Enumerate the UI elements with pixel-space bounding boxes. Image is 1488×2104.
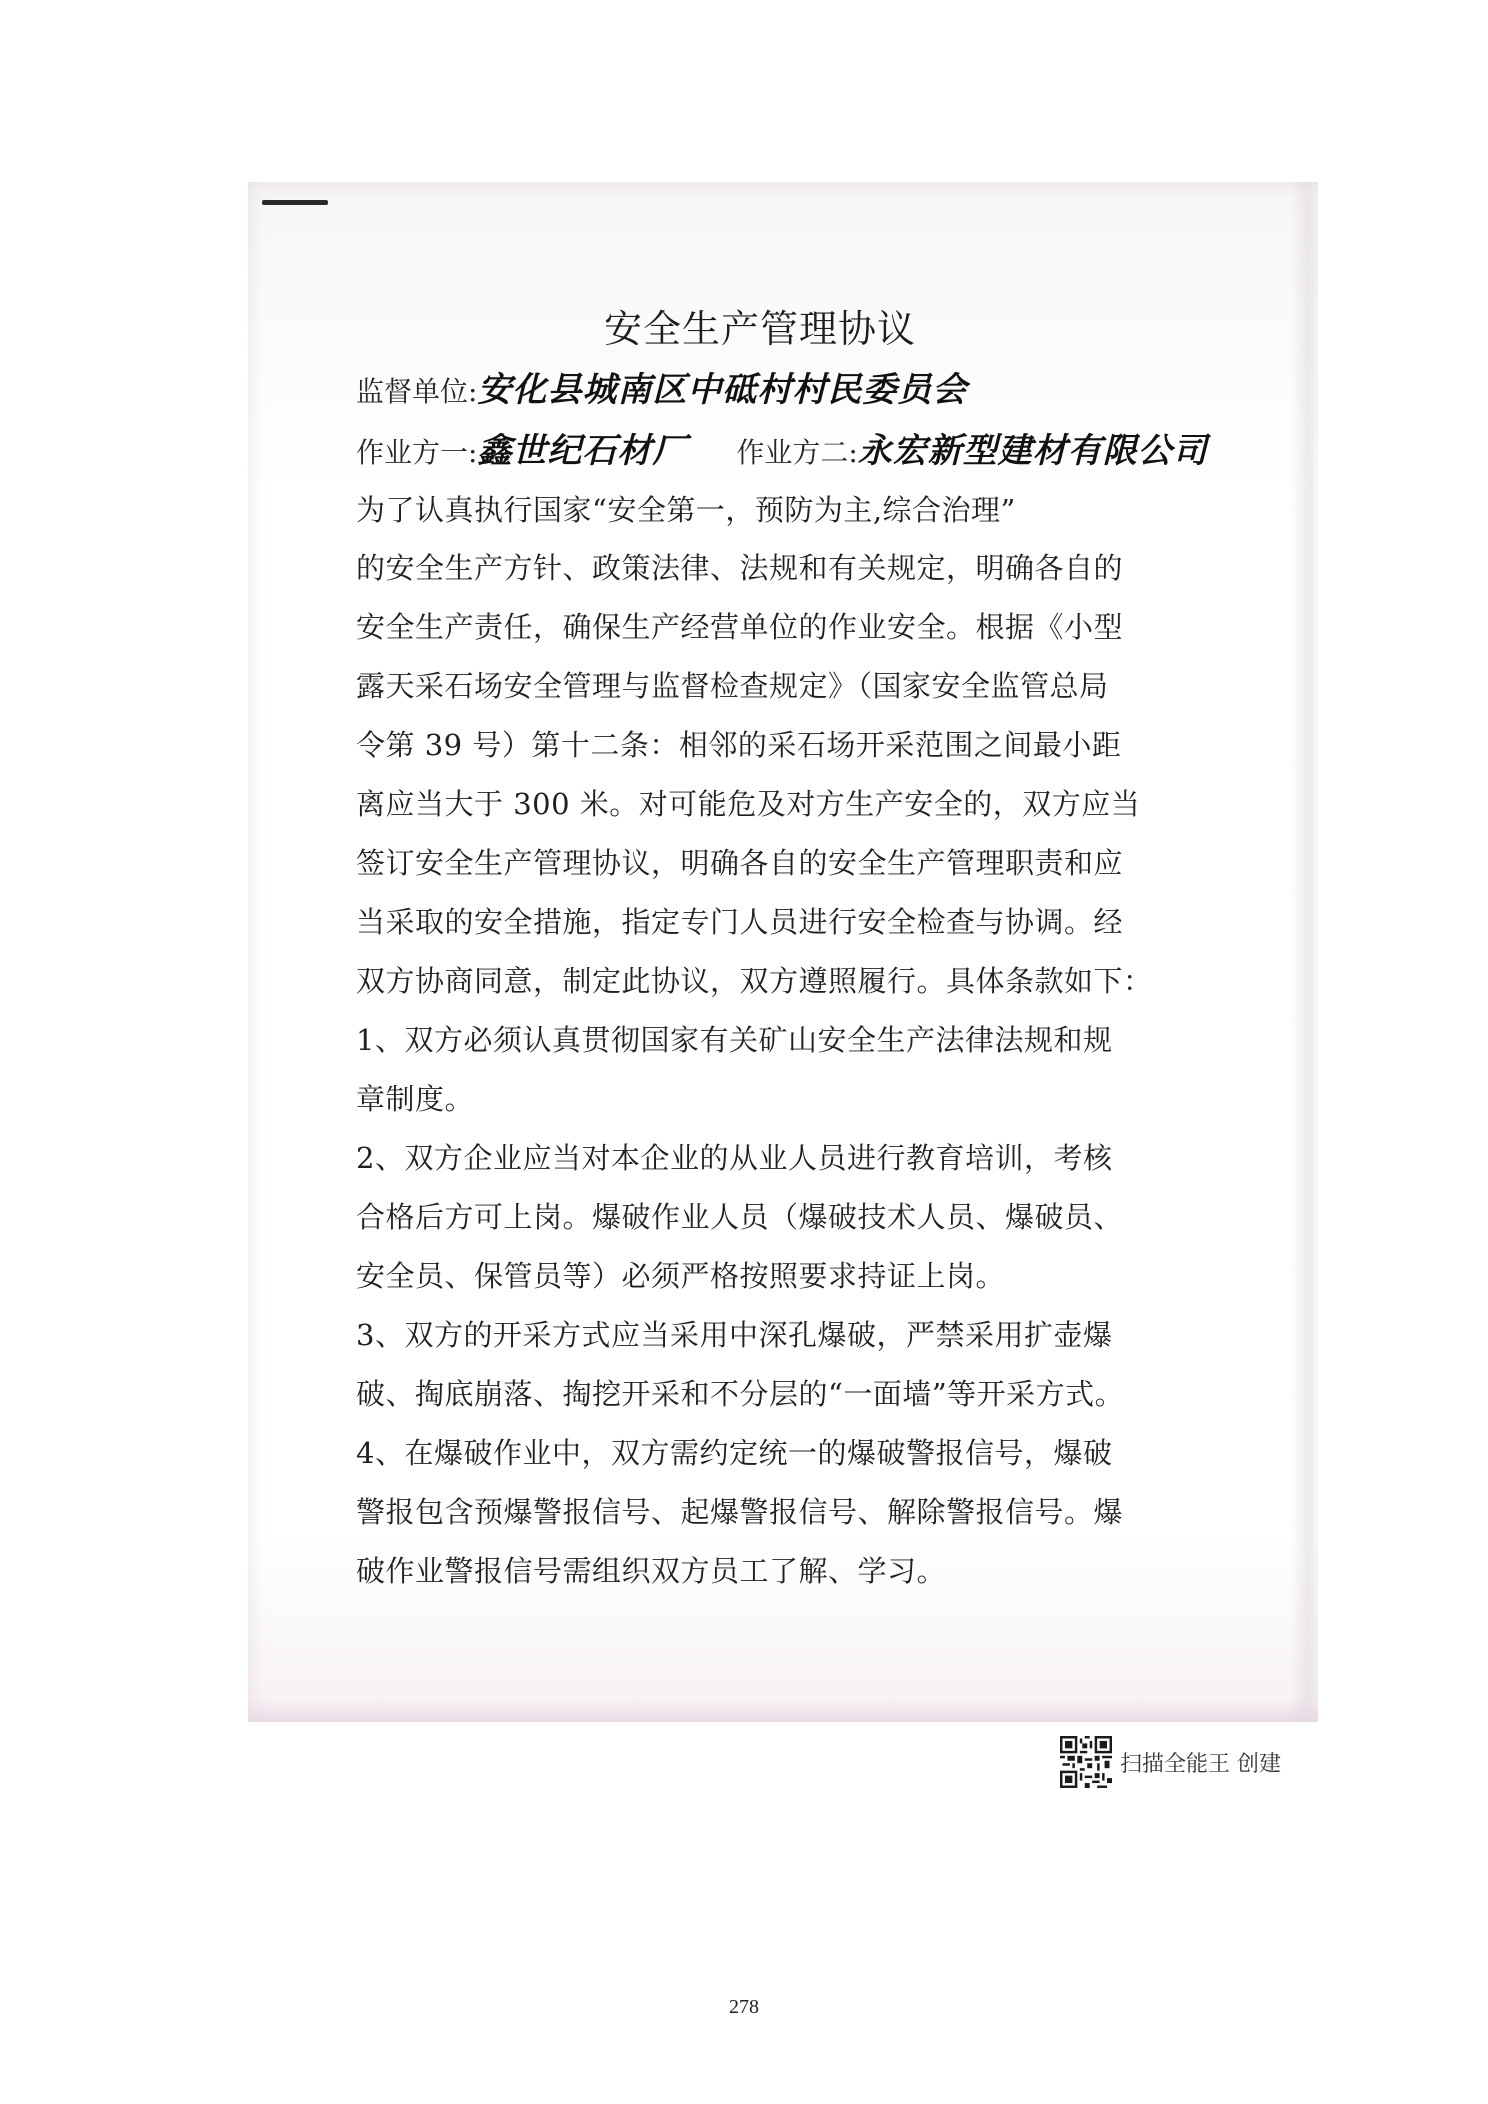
clause-line: 破作业警报信号需组织双方员工了解、学习。 <box>356 1554 947 1588</box>
party-two-label: 作业方二: <box>736 436 858 469</box>
parties-line <box>356 423 1208 472</box>
clause-line: 章制度。 <box>356 1082 475 1116</box>
party-one-label: 作业方一: <box>356 436 478 469</box>
body-line: 双方协商同意，制定此协议，双方遵照履行。具体条款如下： <box>356 964 1153 998</box>
body-line: 离应当大于 300 米。对可能危及对方生产安全的，双方应当 <box>356 787 1141 821</box>
body-line: 当采取的安全措施，指定专门人员进行安全检查与协调。经 <box>356 905 1124 939</box>
clause-line: 4、在爆破作业中，双方需约定统一的爆破警报信号，爆破 <box>356 1436 1113 1470</box>
party-two <box>736 423 1207 472</box>
supervisor-line <box>356 362 967 411</box>
body-line: 签订安全生产管理协议，明确各自的安全生产管理职责和应 <box>356 846 1124 880</box>
body-line: 令第 39 号）第十二条：相邻的采石场开采范围之间最小距 <box>356 728 1122 762</box>
qr-code-icon <box>1060 1736 1112 1788</box>
margin-mark <box>262 200 328 205</box>
page-number: 278 <box>729 1996 759 2018</box>
clause-line: 破、掏底崩落、掏挖开采和不分层的“一面墙”等开采方式。 <box>356 1377 1125 1411</box>
body-line: 为了认真执行国家“安全第一，预防为主,综合治理” <box>356 493 1016 527</box>
scanner-watermark: 扫描全能王 创建 <box>1120 1752 1281 1777</box>
scan-bottom-shadow <box>248 1698 1318 1722</box>
clause-line: 警报包含预爆警报信号、起爆警报信号、解除警报信号。爆 <box>356 1495 1124 1529</box>
clause-line: 1、双方必须认真贯彻国家有关矿山安全生产法律法规和规 <box>356 1023 1113 1057</box>
party-one-name: 鑫世纪石材厂 <box>477 431 688 471</box>
body-line: 安全生产责任，确保生产经营单位的作业安全。根据《小型 <box>356 610 1124 644</box>
clause-line: 3、双方的开采方式应当采用中深孔爆破，严禁采用扩壶爆 <box>356 1318 1113 1352</box>
document-title: 安全生产管理协议 <box>603 307 916 351</box>
clause-line: 2、双方企业应当对本企业的从业人员进行教育培训，考核 <box>356 1141 1113 1175</box>
supervisor-label: 监督单位: <box>356 375 478 408</box>
party-two-name: 永宏新型建材有限公司 <box>857 431 1208 471</box>
clause-line: 安全员、保管员等）必须严格按照要求持证上岗。 <box>356 1259 1006 1293</box>
supervisor-name: 安化县城南区中砥村村民委员会 <box>477 370 968 410</box>
body-line: 露天采石场安全管理与监督检查规定》（国家安全监管总局 <box>356 669 1109 703</box>
clause-line: 合格后方可上岗。爆破作业人员（爆破技术人员、爆破员、 <box>356 1200 1124 1234</box>
body-line: 的安全生产方针、政策法律、法规和有关规定，明确各自的 <box>356 551 1124 585</box>
scan-edge-shadow <box>1290 182 1314 1722</box>
